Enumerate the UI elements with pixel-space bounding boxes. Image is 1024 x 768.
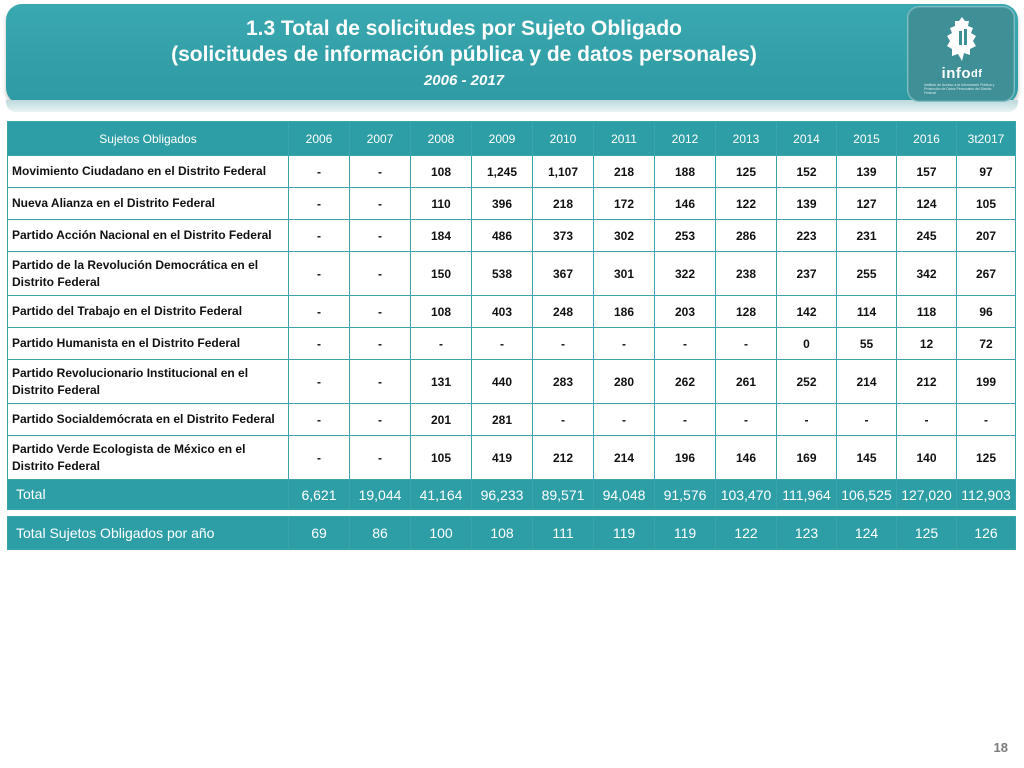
cell-value: 302 bbox=[594, 220, 655, 252]
cell-value: 118 bbox=[897, 296, 957, 328]
cell-value: 131 bbox=[411, 360, 472, 404]
cell-value: - bbox=[350, 296, 411, 328]
cell-value: 184 bbox=[411, 220, 472, 252]
column-header-year: 2014 bbox=[777, 122, 837, 156]
per-year-row bbox=[8, 517, 1016, 550]
logo-word-info: info bbox=[941, 65, 972, 82]
cell-value: 114 bbox=[837, 296, 897, 328]
subject-name: Partido Acción Nacional en el Distrito Federal bbox=[8, 220, 289, 252]
title-block bbox=[6, 16, 922, 92]
cell-value: - bbox=[350, 252, 411, 296]
total-row-value: 112,903 bbox=[957, 480, 1016, 510]
cell-value: 55 bbox=[837, 328, 897, 360]
column-header-year: 2010 bbox=[533, 122, 594, 156]
total-row-value: 96,233 bbox=[472, 480, 533, 510]
cell-value: 373 bbox=[533, 220, 594, 252]
cell-value: 139 bbox=[777, 188, 837, 220]
cell-value: - bbox=[472, 328, 533, 360]
page-subtitle: (solicitudes de información pública y de datos personales) bbox=[171, 43, 757, 66]
subject-name: Partido Humanista en el Distrito Federal bbox=[8, 328, 289, 360]
subject-name: Partido Revolucionario Institucional en el Distrito Federal bbox=[8, 360, 289, 404]
cell-value: 252 bbox=[777, 360, 837, 404]
cell-value: 322 bbox=[655, 252, 716, 296]
cell-value: 199 bbox=[957, 360, 1016, 404]
cell-value: - bbox=[350, 220, 411, 252]
cell-value: 172 bbox=[594, 188, 655, 220]
cell-value: 188 bbox=[655, 156, 716, 188]
cell-value: 127 bbox=[837, 188, 897, 220]
cell-value: 255 bbox=[837, 252, 897, 296]
column-header-year: 2006 bbox=[289, 122, 350, 156]
total-row-value: 89,571 bbox=[533, 480, 594, 510]
cell-value: 108 bbox=[411, 296, 472, 328]
total-row-label: Total bbox=[8, 480, 289, 510]
cell-value: 212 bbox=[897, 360, 957, 404]
cell-value: 201 bbox=[411, 404, 472, 436]
row-spacer bbox=[8, 510, 1016, 517]
cell-value: 186 bbox=[594, 296, 655, 328]
cell-value: - bbox=[289, 436, 350, 480]
table-body bbox=[8, 156, 1016, 550]
cell-value: 286 bbox=[716, 220, 777, 252]
per-year-row-value: 119 bbox=[594, 517, 655, 550]
per-year-row-value: 111 bbox=[533, 517, 594, 550]
cell-value: 140 bbox=[897, 436, 957, 480]
infodf-logo bbox=[907, 6, 1015, 102]
cell-value: 253 bbox=[655, 220, 716, 252]
cell-value: 203 bbox=[655, 296, 716, 328]
cell-value: - bbox=[716, 328, 777, 360]
cell-value: - bbox=[837, 404, 897, 436]
cell-value: 1,245 bbox=[472, 156, 533, 188]
page-title: 1.3 Total de solicitudes por Sujeto Obligado bbox=[246, 17, 682, 40]
cell-value: - bbox=[350, 436, 411, 480]
total-row-value: 103,470 bbox=[716, 480, 777, 510]
table-row bbox=[8, 220, 1016, 252]
table-row bbox=[8, 404, 1016, 436]
table-row bbox=[8, 360, 1016, 404]
total-row-value: 111,964 bbox=[777, 480, 837, 510]
cell-value: 283 bbox=[533, 360, 594, 404]
per-year-row-value: 126 bbox=[957, 517, 1016, 550]
column-header-year: 2011 bbox=[594, 122, 655, 156]
total-row-value: 6,621 bbox=[289, 480, 350, 510]
cell-value: - bbox=[289, 188, 350, 220]
cell-value: 105 bbox=[957, 188, 1016, 220]
cell-value: 150 bbox=[411, 252, 472, 296]
cell-value: 261 bbox=[716, 360, 777, 404]
per-year-row-value: 122 bbox=[716, 517, 777, 550]
cell-value: - bbox=[897, 404, 957, 436]
per-year-row-value: 69 bbox=[289, 517, 350, 550]
cell-value: 110 bbox=[411, 188, 472, 220]
cell-value: 280 bbox=[594, 360, 655, 404]
cell-value: - bbox=[533, 404, 594, 436]
cell-value: 108 bbox=[411, 156, 472, 188]
cell-value: 486 bbox=[472, 220, 533, 252]
column-header-year: 2015 bbox=[837, 122, 897, 156]
cell-value: - bbox=[716, 404, 777, 436]
table-row bbox=[8, 156, 1016, 188]
cell-value: 419 bbox=[472, 436, 533, 480]
per-year-row-value: 86 bbox=[350, 517, 411, 550]
cell-value: 122 bbox=[716, 188, 777, 220]
cell-value: 145 bbox=[837, 436, 897, 480]
cell-value: 248 bbox=[533, 296, 594, 328]
table-row bbox=[8, 188, 1016, 220]
logo-wordmark bbox=[908, 65, 1016, 82]
cell-value: 124 bbox=[897, 188, 957, 220]
total-row bbox=[8, 480, 1016, 510]
city-emblem-icon bbox=[942, 15, 982, 65]
title-banner bbox=[6, 4, 1018, 104]
cell-value: - bbox=[289, 360, 350, 404]
cell-value: 396 bbox=[472, 188, 533, 220]
cell-value: - bbox=[289, 252, 350, 296]
cell-value: 1,107 bbox=[533, 156, 594, 188]
cell-value: 237 bbox=[777, 252, 837, 296]
total-row-value: 91,576 bbox=[655, 480, 716, 510]
per-year-row-value: 125 bbox=[897, 517, 957, 550]
per-year-row-value: 100 bbox=[411, 517, 472, 550]
table-row bbox=[8, 436, 1016, 480]
cell-value: 403 bbox=[472, 296, 533, 328]
cell-value: 146 bbox=[655, 188, 716, 220]
cell-value: 152 bbox=[777, 156, 837, 188]
per-year-row-value: 108 bbox=[472, 517, 533, 550]
cell-value: 0 bbox=[777, 328, 837, 360]
cell-value: 267 bbox=[957, 252, 1016, 296]
table-header-row bbox=[8, 122, 1016, 156]
banner-shadow bbox=[6, 100, 1018, 112]
cell-value: 440 bbox=[472, 360, 533, 404]
table-row bbox=[8, 296, 1016, 328]
cell-value: 12 bbox=[897, 328, 957, 360]
cell-value: 169 bbox=[777, 436, 837, 480]
per-year-row-label: Total Sujetos Obligados por año bbox=[8, 517, 289, 550]
column-header-subject: Sujetos Obligados bbox=[8, 122, 289, 156]
cell-value: - bbox=[655, 404, 716, 436]
cell-value: 146 bbox=[716, 436, 777, 480]
cell-value: - bbox=[655, 328, 716, 360]
cell-value: 281 bbox=[472, 404, 533, 436]
cell-value: - bbox=[411, 328, 472, 360]
cell-value: 218 bbox=[594, 156, 655, 188]
cell-value: 245 bbox=[897, 220, 957, 252]
cell-value: 214 bbox=[594, 436, 655, 480]
cell-value: 262 bbox=[655, 360, 716, 404]
cell-value: - bbox=[350, 188, 411, 220]
cell-value: - bbox=[289, 328, 350, 360]
column-header-year: 2013 bbox=[716, 122, 777, 156]
cell-value: - bbox=[533, 328, 594, 360]
cell-value: 218 bbox=[533, 188, 594, 220]
cell-value: 72 bbox=[957, 328, 1016, 360]
cell-value: - bbox=[594, 328, 655, 360]
per-year-row-value: 124 bbox=[837, 517, 897, 550]
column-header-year: 2016 bbox=[897, 122, 957, 156]
cell-value: 214 bbox=[837, 360, 897, 404]
cell-value: - bbox=[289, 220, 350, 252]
column-header-year: 2007 bbox=[350, 122, 411, 156]
total-row-value: 19,044 bbox=[350, 480, 411, 510]
period-label: 2006 - 2017 bbox=[423, 72, 505, 89]
total-row-value: 94,048 bbox=[594, 480, 655, 510]
cell-value: - bbox=[350, 404, 411, 436]
cell-value: 125 bbox=[957, 436, 1016, 480]
per-year-row-value: 123 bbox=[777, 517, 837, 550]
subject-name: Partido del Trabajo en el Distrito Federal bbox=[8, 296, 289, 328]
cell-value: 96 bbox=[957, 296, 1016, 328]
total-row-value: 127,020 bbox=[897, 480, 957, 510]
subject-name: Partido Verde Ecologista de México en el Distrito Federal bbox=[8, 436, 289, 480]
cell-value: 157 bbox=[897, 156, 957, 188]
cell-value: - bbox=[289, 296, 350, 328]
cell-value: 207 bbox=[957, 220, 1016, 252]
cell-value: 367 bbox=[533, 252, 594, 296]
cell-value: 97 bbox=[957, 156, 1016, 188]
subject-name: Nueva Alianza en el Distrito Federal bbox=[8, 188, 289, 220]
cell-value: 125 bbox=[716, 156, 777, 188]
cell-value: - bbox=[594, 404, 655, 436]
column-header-year: 3t2017 bbox=[957, 122, 1016, 156]
subject-name: Partido Socialdemócrata en el Distrito Federal bbox=[8, 404, 289, 436]
cell-value: 105 bbox=[411, 436, 472, 480]
cell-value: 301 bbox=[594, 252, 655, 296]
cell-value: 142 bbox=[777, 296, 837, 328]
logo-subtext: Instituto de Acceso a la Información Pública y Protección de Datos Personales del Distrito Federal bbox=[924, 83, 995, 95]
cell-value: 238 bbox=[716, 252, 777, 296]
column-header-year: 2012 bbox=[655, 122, 716, 156]
cell-value: - bbox=[350, 360, 411, 404]
cell-value: - bbox=[777, 404, 837, 436]
cell-value: 231 bbox=[837, 220, 897, 252]
logo-word-df: df bbox=[971, 68, 983, 80]
cell-value: - bbox=[350, 156, 411, 188]
cell-value: 128 bbox=[716, 296, 777, 328]
page-number: 18 bbox=[993, 740, 1008, 755]
column-header-year: 2008 bbox=[411, 122, 472, 156]
cell-value: 212 bbox=[533, 436, 594, 480]
total-row-value: 41,164 bbox=[411, 480, 472, 510]
per-year-row-value: 119 bbox=[655, 517, 716, 550]
cell-value: 538 bbox=[472, 252, 533, 296]
cell-value: - bbox=[957, 404, 1016, 436]
cell-value: 342 bbox=[897, 252, 957, 296]
column-header-year: 2009 bbox=[472, 122, 533, 156]
subject-name: Partido de la Revolución Democrática en el Distrito Federal bbox=[8, 252, 289, 296]
cell-value: 223 bbox=[777, 220, 837, 252]
cell-value: 196 bbox=[655, 436, 716, 480]
subject-name: Movimiento Ciudadano en el Distrito Federal bbox=[8, 156, 289, 188]
requests-table bbox=[7, 121, 1016, 550]
table-row bbox=[8, 328, 1016, 360]
cell-value: - bbox=[350, 328, 411, 360]
cell-value: - bbox=[289, 404, 350, 436]
cell-value: 139 bbox=[837, 156, 897, 188]
total-row-value: 106,525 bbox=[837, 480, 897, 510]
cell-value: - bbox=[289, 156, 350, 188]
table-row bbox=[8, 252, 1016, 296]
spacer-cell bbox=[8, 510, 1016, 517]
